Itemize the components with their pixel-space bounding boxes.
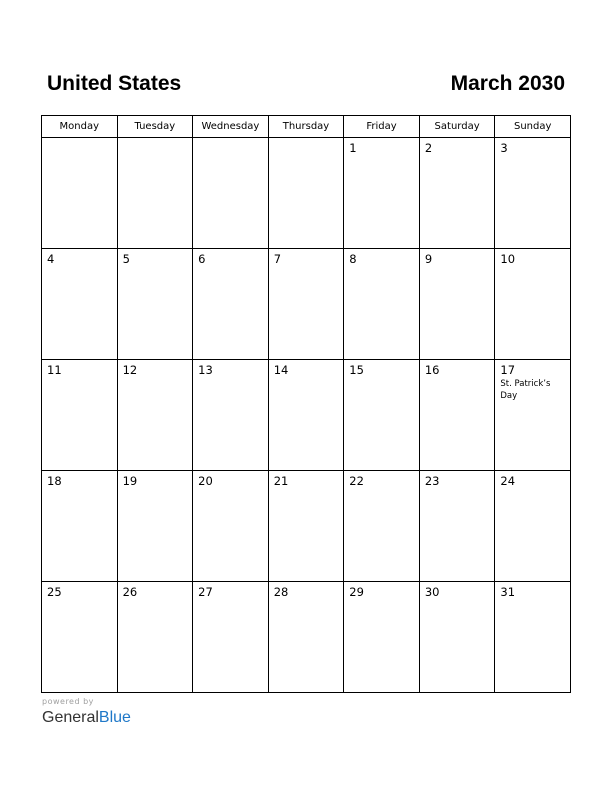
day-cell bbox=[193, 471, 269, 582]
day-number: 20 bbox=[198, 474, 213, 488]
calendar-country-title: United States bbox=[47, 72, 182, 95]
week-row bbox=[42, 360, 571, 471]
day-number: 8 bbox=[349, 252, 357, 266]
powered-by-text: powered by bbox=[42, 697, 94, 706]
day-number: 14 bbox=[273, 363, 289, 377]
day-cell bbox=[268, 471, 344, 582]
footer-branding bbox=[42, 697, 242, 728]
weekday-header: Tuesday bbox=[117, 116, 193, 138]
day-cell bbox=[495, 360, 571, 471]
day-cell bbox=[268, 138, 344, 249]
day-cell bbox=[268, 582, 344, 693]
day-number: 26 bbox=[122, 585, 138, 599]
day-number: 23 bbox=[424, 474, 440, 488]
day-cell bbox=[344, 360, 420, 471]
day-cell bbox=[419, 360, 495, 471]
day-number: 1 bbox=[349, 141, 357, 155]
day-number bbox=[118, 138, 193, 142]
weekday-header: Monday bbox=[42, 116, 118, 138]
day-number bbox=[269, 138, 344, 142]
day-number: 30 bbox=[424, 585, 440, 599]
weekday-header: Friday bbox=[344, 116, 420, 138]
week-row bbox=[42, 582, 571, 693]
day-number: 2 bbox=[424, 141, 433, 155]
day-cell bbox=[193, 138, 269, 249]
day-number: 17 bbox=[500, 363, 516, 377]
day-cell bbox=[117, 138, 193, 249]
holiday-label: St. Patrick’s Day bbox=[500, 379, 551, 401]
day-number: 5 bbox=[122, 252, 130, 266]
day-cell bbox=[42, 471, 118, 582]
generalblue-logo[interactable] bbox=[42, 708, 242, 728]
day-cell bbox=[117, 471, 193, 582]
day-cell bbox=[42, 138, 118, 249]
day-cell bbox=[344, 582, 420, 693]
day-number: 10 bbox=[500, 252, 516, 266]
day-cell bbox=[117, 249, 193, 360]
day-number: 22 bbox=[349, 474, 364, 488]
day-cell bbox=[193, 582, 269, 693]
day-cell bbox=[495, 249, 571, 360]
day-number: 11 bbox=[47, 363, 62, 377]
day-number: 6 bbox=[198, 252, 206, 266]
day-cell bbox=[419, 471, 495, 582]
week-row bbox=[42, 249, 571, 360]
day-cell bbox=[419, 138, 495, 249]
day-cell bbox=[42, 360, 118, 471]
day-cell bbox=[193, 249, 269, 360]
day-cell bbox=[117, 360, 193, 471]
day-number bbox=[42, 138, 117, 142]
weekday-header: Sunday bbox=[495, 116, 571, 138]
day-cell bbox=[344, 471, 420, 582]
calendar-month-title: March 2030 bbox=[450, 72, 565, 95]
day-cell bbox=[268, 249, 344, 360]
weekday-header: Thursday bbox=[268, 116, 344, 138]
day-cell bbox=[419, 249, 495, 360]
day-cell bbox=[419, 582, 495, 693]
weekday-header: Saturday bbox=[419, 116, 495, 138]
day-number: 13 bbox=[198, 363, 213, 377]
day-number: 19 bbox=[122, 474, 138, 488]
day-cell bbox=[495, 138, 571, 249]
day-number: 7 bbox=[273, 252, 282, 266]
day-cell bbox=[495, 471, 571, 582]
day-number: 18 bbox=[47, 474, 62, 488]
day-number: 29 bbox=[349, 585, 364, 599]
day-number: 15 bbox=[349, 363, 364, 377]
brand-blue-text: Blue bbox=[98, 709, 131, 726]
day-number: 3 bbox=[500, 141, 508, 155]
day-number: 28 bbox=[273, 585, 289, 599]
day-number: 4 bbox=[47, 252, 55, 266]
day-cell bbox=[268, 360, 344, 471]
day-cell bbox=[344, 249, 420, 360]
day-number: 9 bbox=[424, 252, 433, 266]
day-cell bbox=[344, 138, 420, 249]
day-number: 31 bbox=[500, 585, 516, 599]
calendar-grid bbox=[41, 115, 571, 693]
day-cell bbox=[495, 582, 571, 693]
day-cell bbox=[193, 360, 269, 471]
day-number: 24 bbox=[500, 474, 516, 488]
day-number: 21 bbox=[273, 474, 289, 488]
day-number: 12 bbox=[122, 363, 138, 377]
week-row bbox=[42, 471, 571, 582]
day-number: 25 bbox=[47, 585, 62, 599]
weekday-header-row bbox=[42, 116, 571, 138]
day-number: 27 bbox=[198, 585, 213, 599]
day-cell bbox=[42, 582, 118, 693]
day-cell bbox=[117, 582, 193, 693]
day-cell bbox=[42, 249, 118, 360]
brand-general-text: General bbox=[42, 709, 99, 726]
day-number bbox=[193, 138, 268, 142]
day-number: 16 bbox=[424, 363, 440, 377]
week-row bbox=[42, 138, 571, 249]
weekday-header: Wednesday bbox=[193, 116, 269, 138]
